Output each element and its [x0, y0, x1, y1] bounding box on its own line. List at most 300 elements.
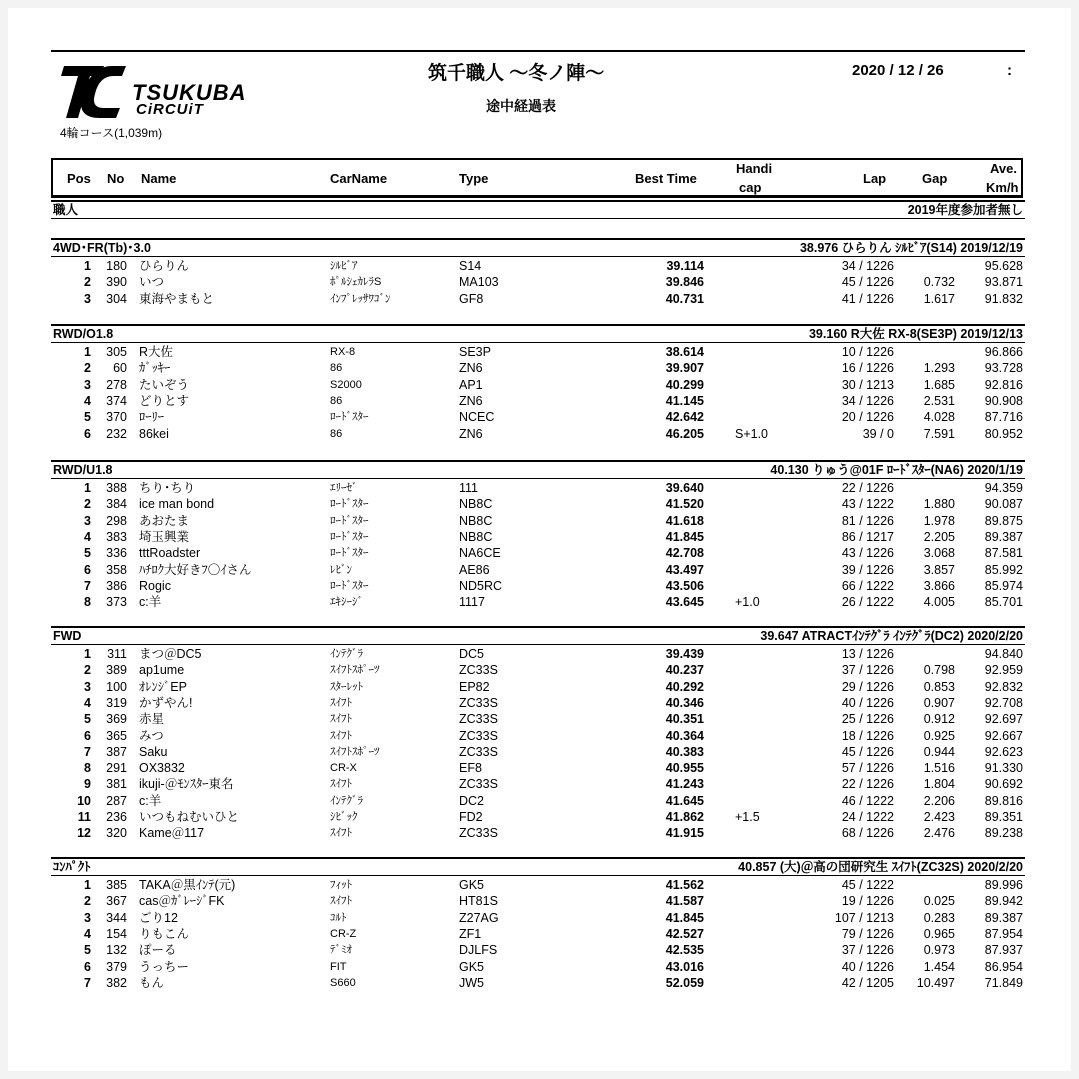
cell-no: 383 [106, 529, 127, 544]
cell-type: DC2 [459, 793, 485, 808]
cell-car: CR-Z [330, 927, 357, 940]
cell-best: 41.845 [665, 910, 704, 925]
cell-best: 52.059 [665, 975, 704, 990]
col-type: Type [459, 171, 489, 186]
cell-best: 40.731 [665, 291, 704, 306]
cell-type: JW5 [459, 975, 484, 990]
cell-car: RX-8 [330, 346, 356, 358]
cell-type: DJLFS [459, 943, 498, 958]
cell-best: 41.618 [665, 513, 704, 528]
cell-pos: 5 [84, 712, 91, 727]
cell-car: ｲﾝﾌﾟﾚｯｻﾜｺﾞﾝ [330, 292, 391, 305]
table-row [51, 562, 1025, 578]
cell-ave: 95.628 [984, 259, 1023, 273]
cell-pos: 5 [84, 410, 91, 425]
cell-name: 赤星 [139, 712, 165, 727]
cell-best: 38.614 [665, 345, 704, 359]
cell-ave: 94.840 [984, 647, 1023, 661]
cell-lap: 26 / 1222 [841, 595, 894, 610]
cell-name: TAKA＠黒ｲﾝﾃ(元) [139, 878, 236, 892]
table-row [51, 942, 1025, 958]
cell-pos: 6 [84, 959, 91, 974]
cell-type: NB8C [459, 513, 493, 528]
table-row [51, 893, 1025, 909]
cell-no: 305 [106, 345, 127, 359]
class-record: 38.976 ひらりん ｼﾙﾋﾞｱ(S14) 2019/12/19 [799, 241, 1023, 255]
cell-best: 41.587 [665, 894, 704, 909]
cell-no: 374 [106, 393, 127, 408]
cell-no: 387 [106, 744, 127, 759]
cell-no: 132 [106, 943, 127, 958]
cell-lap: 20 / 1226 [841, 410, 894, 425]
cell-car: ｽｲﾌﾄ [330, 778, 352, 791]
cell-car: CR-X [330, 762, 357, 775]
cell-type: ZN6 [459, 426, 483, 441]
cell-type: Z27AG [459, 910, 499, 925]
cell-car: ｴﾘｰｾﾞ [330, 482, 358, 494]
cell-name: うっちー [139, 959, 190, 974]
table-row [51, 662, 1025, 678]
cell-lap: 39 / 0 [862, 426, 894, 441]
cell-best: 41.645 [665, 793, 704, 808]
cell-best: 40.237 [665, 663, 704, 678]
table-row [51, 426, 1025, 442]
table-row [51, 975, 1025, 991]
cell-handi: +1.0 [735, 595, 760, 610]
cell-best: 39.439 [665, 647, 704, 661]
cell-lap: 42 / 1205 [841, 975, 894, 990]
cell-lap: 45 / 1226 [841, 275, 894, 290]
cell-lap: 30 / 1213 [841, 377, 894, 392]
cell-car: ﾛｰﾄﾞｽﾀｰ [330, 579, 369, 592]
cell-car: 86 [330, 362, 343, 375]
cell-gap: 2.476 [923, 826, 955, 841]
cell-best: 43.506 [665, 578, 704, 593]
cell-pos: 1 [84, 481, 91, 495]
cell-no: 100 [106, 679, 127, 694]
cell-pos: 7 [84, 975, 91, 990]
report-time: : [1007, 62, 1012, 79]
cell-name: c:羊 [139, 793, 162, 808]
cell-type: ZF1 [459, 926, 482, 941]
cell-name: ｵﾚﾝｼﾞEP [139, 679, 187, 694]
cell-no: 232 [106, 426, 127, 441]
cell-gap: 4.028 [923, 410, 955, 425]
cell-type: 111 [459, 481, 479, 495]
col-handicap-1: Handi [736, 161, 773, 176]
cell-type: SE3P [459, 345, 491, 359]
cell-gap: 3.866 [923, 578, 955, 593]
cell-gap: 3.857 [923, 562, 955, 577]
cell-gap: 1.978 [923, 513, 955, 528]
cell-best: 41.862 [665, 810, 704, 824]
cell-best: 41.243 [665, 777, 704, 792]
cell-gap: 1.617 [923, 291, 955, 306]
cell-pos: 4 [84, 529, 91, 544]
class-record: 40.857 (大)＠高の団研究生 ｽｲﾌﾄ(ZC32S) 2020/2/20 [738, 860, 1023, 874]
class-record: 39.160 R大佐 RX-8(SE3P) 2019/12/13 [808, 327, 1023, 341]
cell-best: 40.351 [665, 712, 704, 727]
cell-type: ZN6 [459, 393, 483, 408]
cell-no: 358 [106, 562, 127, 577]
cell-lap: 41 / 1226 [841, 291, 894, 306]
cell-name: 86kei [139, 426, 169, 441]
table-row [51, 409, 1025, 425]
cell-gap: 0.907 [923, 695, 955, 710]
cell-no: 381 [106, 777, 127, 792]
event-title: 筑千職人 〜冬ノ陣〜 [428, 63, 605, 84]
cell-no: 390 [106, 275, 127, 290]
col-handicap-2: cap [739, 180, 762, 195]
cell-name: まつ＠DC5 [139, 647, 202, 661]
cell-gap: 3.068 [923, 546, 955, 561]
cell-lap: 34 / 1226 [841, 393, 894, 408]
cell-best: 40.346 [665, 695, 704, 710]
cell-pos: 5 [84, 943, 91, 958]
class-header [51, 460, 1025, 479]
cell-no: 388 [106, 481, 127, 495]
cell-lap: 57 / 1226 [841, 761, 894, 776]
cell-no: 236 [106, 810, 127, 824]
table-row [51, 910, 1025, 926]
cell-no: 320 [106, 826, 127, 841]
cell-no: 291 [106, 761, 127, 776]
cell-ave: 86.954 [984, 959, 1023, 974]
cell-ave: 89.875 [984, 513, 1023, 528]
table-row [51, 545, 1025, 561]
cell-car: ｽｲﾌﾄ [330, 895, 352, 908]
cell-car: ﾛｰﾄﾞｽﾀｰ [330, 498, 369, 511]
cell-lap: 79 / 1226 [841, 926, 894, 941]
cell-gap: 0.973 [923, 943, 955, 958]
cell-name: Saku [139, 744, 168, 759]
cell-no: 373 [106, 595, 127, 610]
cell-name: 東海やまもと [139, 291, 215, 306]
cell-car: S2000 [330, 378, 362, 391]
cell-best: 40.299 [665, 377, 704, 392]
cell-best: 42.535 [665, 943, 704, 958]
cell-lap: 45 / 1222 [841, 878, 894, 892]
table-row [51, 646, 1025, 662]
cell-lap: 46 / 1222 [841, 793, 894, 808]
cell-pos: 12 [77, 826, 91, 841]
table-row [51, 496, 1025, 512]
cell-pos: 10 [77, 793, 91, 808]
cell-gap: 2.423 [923, 810, 955, 824]
table-row [51, 793, 1025, 809]
cell-pos: 2 [84, 497, 91, 512]
cell-type: EF8 [459, 761, 482, 776]
cell-name: かずやん! [139, 695, 193, 710]
cell-name: りもこん [139, 926, 190, 941]
cell-no: 311 [107, 647, 127, 661]
cell-no: 370 [106, 410, 127, 425]
class-record: 40.130 りゅう@01F ﾛｰﾄﾞｽﾀｰ(NA6) 2020/1/19 [770, 463, 1023, 477]
cell-pos: 2 [84, 663, 91, 678]
logo-subword: CiRCUiT [136, 101, 204, 118]
cell-lap: 86 / 1217 [841, 529, 894, 544]
cell-best: 46.205 [665, 426, 704, 441]
cell-car: ﾚﾋﾞﾝ [330, 563, 352, 576]
cell-handi: S+1.0 [735, 426, 769, 441]
cell-lap: 34 / 1226 [841, 259, 894, 273]
cell-pos: 6 [84, 426, 91, 441]
cell-name: たいぞう [139, 377, 190, 392]
cell-ave: 87.937 [984, 943, 1023, 958]
class-header [51, 200, 1025, 219]
cell-gap: 1.293 [923, 361, 955, 376]
cell-car: S660 [330, 976, 356, 989]
class-label: 職人 [53, 203, 79, 217]
cell-lap: 40 / 1226 [841, 695, 894, 710]
cell-gap: 1.516 [923, 761, 955, 776]
cell-type: ZC33S [459, 695, 498, 710]
cell-type: ZC33S [459, 663, 498, 678]
cell-ave: 89.351 [984, 810, 1023, 824]
cell-name: 埼玉興業 [139, 529, 190, 544]
cell-ave: 89.816 [984, 793, 1023, 808]
cell-pos: 8 [84, 595, 91, 610]
cell-best: 43.645 [665, 595, 704, 610]
cell-lap: 45 / 1226 [841, 744, 894, 759]
cell-ave: 92.832 [984, 679, 1023, 694]
cell-type: ZC33S [459, 826, 498, 841]
cell-ave: 87.581 [984, 546, 1023, 561]
cell-type: DC5 [459, 647, 485, 661]
cell-best: 43.497 [665, 562, 704, 577]
cell-car: ﾛｰﾄﾞｽﾀｰ [330, 530, 369, 543]
cell-type: MA103 [459, 275, 499, 290]
cell-no: 384 [106, 497, 127, 512]
cell-name: ひらりん [139, 259, 190, 273]
cell-gap: 1.880 [923, 497, 955, 512]
cell-car: FIT [330, 960, 347, 973]
cell-gap: 0.798 [923, 663, 955, 678]
cell-car: 86 [330, 427, 343, 440]
cell-lap: 29 / 1226 [841, 679, 894, 694]
cell-type: ZC33S [459, 712, 498, 727]
report-subtitle: 途中経過表 [486, 98, 556, 114]
cell-gap: 2.206 [923, 793, 955, 808]
cell-pos: 3 [84, 679, 91, 694]
cell-car: ｽｲﾌﾄ [330, 729, 352, 742]
cell-name: ごり12 [139, 910, 178, 925]
cell-ave: 85.992 [984, 562, 1023, 577]
table-row [51, 926, 1025, 942]
table-row [51, 291, 1025, 307]
cell-lap: 39 / 1226 [841, 562, 894, 577]
cell-ave: 92.708 [984, 695, 1023, 710]
col-best-time: Best Time [635, 171, 697, 186]
cell-gap: 2.531 [923, 393, 955, 408]
cell-pos: 4 [84, 393, 91, 408]
cell-best: 39.114 [666, 259, 704, 273]
col-gap: Gap [922, 171, 948, 186]
cell-no: 382 [106, 975, 127, 990]
cell-ave: 92.667 [984, 728, 1023, 743]
cell-type: HT81S [459, 894, 498, 909]
cell-name: みつ [139, 728, 164, 743]
cell-car: ｽｲﾌﾄ [330, 696, 352, 709]
cell-lap: 107 / 1213 [834, 910, 894, 925]
table-row [51, 959, 1025, 975]
cell-ave: 89.942 [984, 894, 1023, 909]
cell-ave: 96.866 [984, 345, 1023, 359]
table-row [51, 377, 1025, 393]
cell-ave: 92.623 [984, 744, 1023, 759]
cell-no: 180 [106, 259, 127, 273]
cell-lap: 10 / 1226 [841, 345, 894, 359]
cell-best: 42.708 [665, 546, 704, 561]
cell-best: 41.145 [665, 393, 704, 408]
cell-ave: 87.954 [984, 926, 1023, 941]
cell-pos: 3 [84, 291, 91, 306]
cell-lap: 43 / 1222 [841, 497, 894, 512]
cell-lap: 37 / 1226 [841, 663, 894, 678]
table-row [51, 776, 1025, 792]
table-row [51, 480, 1025, 496]
cell-ave: 93.871 [984, 275, 1023, 290]
class-record: 39.647 ATRACTｲﾝﾃｸﾞﾗ ｲﾝﾃｸﾞﾗ(DC2) 2020/2/20 [760, 629, 1023, 643]
cell-car: ﾛｰﾄﾞｽﾀｰ [330, 547, 369, 560]
table-row [51, 274, 1025, 290]
cell-car: ｲﾝﾃｸﾞﾗ [330, 648, 363, 660]
cell-lap: 19 / 1226 [841, 894, 894, 909]
cell-ave: 93.728 [984, 361, 1023, 376]
cell-best: 41.520 [665, 497, 704, 512]
cell-ave: 85.974 [984, 578, 1023, 593]
cell-pos: 1 [84, 878, 91, 892]
cell-pos: 1 [84, 345, 91, 359]
class-label: 4WD･FR(Tb)･3.0 [53, 241, 151, 255]
cell-pos: 6 [84, 728, 91, 743]
cell-lap: 24 / 1222 [841, 810, 894, 824]
cell-gap: 0.853 [923, 679, 955, 694]
cell-name: ikuji-＠ﾓﾝｽﾀｰ東名 [139, 777, 234, 792]
class-header [51, 857, 1025, 876]
cell-type: NA6CE [459, 546, 501, 561]
cell-car: ﾌｨｯﾄ [330, 879, 352, 891]
cell-ave: 91.330 [984, 761, 1023, 776]
cell-ave: 90.087 [984, 497, 1023, 512]
cell-pos: 2 [84, 894, 91, 909]
cell-lap: 16 / 1226 [841, 361, 894, 376]
class-header [51, 324, 1025, 343]
cell-type: AE86 [459, 562, 490, 577]
cell-gap: 0.283 [923, 910, 955, 925]
logo-wordmark: TSUKUBA [132, 80, 247, 105]
cell-pos: 4 [84, 926, 91, 941]
cell-ave: 71.849 [984, 975, 1023, 990]
class-label: RWD/O1.8 [53, 327, 114, 341]
cell-ave: 94.359 [984, 481, 1023, 495]
table-row [51, 360, 1025, 376]
table-row [51, 760, 1025, 776]
top-rule [51, 50, 1025, 52]
cell-no: 344 [106, 910, 127, 925]
cell-no: 304 [106, 291, 127, 306]
cell-lap: 18 / 1226 [841, 728, 894, 743]
cell-no: 389 [106, 663, 127, 678]
cell-car: ﾃﾞﾐｵ [330, 944, 352, 957]
cell-best: 40.364 [665, 728, 704, 743]
class-label: ｺﾝﾊﾟｸﾄ [53, 860, 91, 874]
cell-ave: 92.959 [984, 663, 1023, 678]
cell-lap: 81 / 1226 [841, 513, 894, 528]
cell-ave: 90.692 [984, 777, 1023, 792]
column-header [51, 158, 1023, 198]
cell-gap: 1.454 [923, 959, 955, 974]
cell-type: GF8 [459, 291, 484, 306]
cell-name: OX3832 [139, 761, 185, 776]
cell-lap: 40 / 1226 [841, 959, 894, 974]
cell-car: ｽﾀｰﾚｯﾄ [330, 680, 363, 693]
cell-car: ｽｲﾌﾄｽﾎﾟｰﾂ [330, 664, 380, 677]
cell-best: 42.527 [665, 926, 704, 941]
cell-type: FD2 [459, 810, 483, 824]
cell-type: NB8C [459, 497, 493, 512]
cell-pos: 3 [84, 910, 91, 925]
cell-pos: 1 [84, 647, 91, 661]
cell-type: GK5 [459, 878, 485, 892]
cell-lap: 25 / 1226 [841, 712, 894, 727]
cell-gap: 0.025 [923, 894, 955, 909]
table-row [51, 578, 1025, 594]
cell-type: ZC33S [459, 744, 498, 759]
cell-pos: 11 [77, 810, 91, 824]
cell-name: ｶﾞｯｷｰ [139, 361, 171, 376]
cell-pos: 2 [84, 361, 91, 376]
table-row [51, 825, 1025, 841]
cell-ave: 89.996 [984, 878, 1023, 892]
cell-lap: 37 / 1226 [841, 943, 894, 958]
cell-no: 60 [113, 361, 127, 376]
report-date: 2020 / 12 / 26 [852, 62, 944, 79]
cell-pos: 6 [84, 562, 91, 577]
col-ave-2: Km/h [986, 180, 1019, 195]
cell-type: AP1 [459, 377, 483, 392]
cell-name: いつ [139, 275, 165, 290]
cell-gap: 0.965 [923, 926, 955, 941]
col-name: Name [141, 171, 177, 186]
cell-no: 278 [106, 377, 127, 392]
cell-best: 39.846 [665, 275, 704, 290]
cell-ave: 92.816 [984, 377, 1023, 392]
cell-gap: 10.497 [916, 975, 955, 990]
cell-pos: 4 [84, 695, 91, 710]
cell-ave: 85.701 [984, 595, 1023, 610]
cell-lap: 68 / 1226 [841, 826, 894, 841]
cell-name: ﾊﾁﾛｸ大好きﾌ〇ｲさん [139, 562, 252, 577]
cell-gap: 2.205 [923, 529, 955, 544]
cell-car: ｲﾝﾃｸﾞﾗ [330, 794, 363, 807]
cell-type: S14 [459, 259, 482, 273]
cell-lap: 43 / 1226 [841, 546, 894, 561]
cell-name: もん [139, 975, 165, 990]
cell-name: tttRoadster [139, 546, 201, 561]
cell-lap: 22 / 1226 [841, 481, 894, 495]
cell-lap: 22 / 1226 [841, 777, 894, 792]
cell-car: ｺﾙﾄ [330, 911, 347, 924]
cell-lap: 13 / 1226 [841, 647, 894, 661]
cell-name: ちり･ちり [139, 481, 196, 495]
cell-name: あおたま [139, 513, 190, 528]
cell-car: ﾎﾟﾙｼｪｶﾚﾗS [330, 276, 382, 289]
table-row [51, 728, 1025, 744]
cell-car: ｼﾋﾞｯｸ [330, 811, 358, 823]
cell-pos: 3 [84, 513, 91, 528]
cell-type: EP82 [459, 679, 490, 694]
